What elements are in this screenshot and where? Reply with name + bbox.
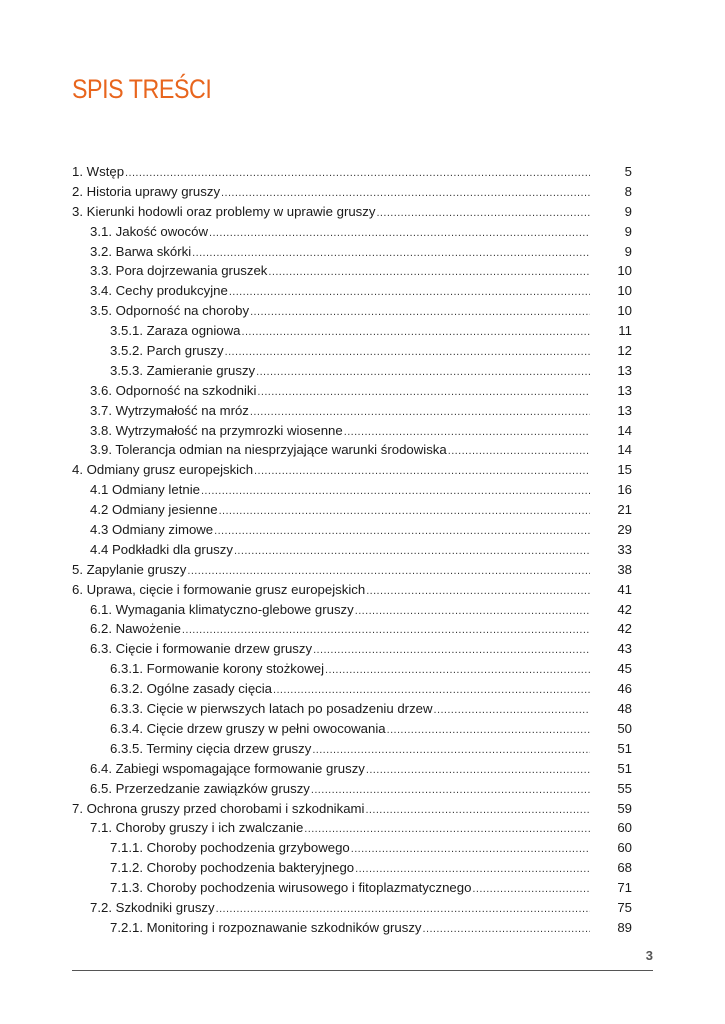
toc-entry-page: 9 [624,243,632,259]
toc-entry[interactable] [72,858,632,878]
toc-entry-label: 7. Ochrona gruszy przed chorobami i szkodnikami [72,800,365,816]
toc-dot-leader [250,303,590,321]
toc-entry-label: 7.1.1. Choroby pochodzenia grzybowego [110,840,350,856]
toc-dot-leader [250,403,590,421]
toc-entry-label: 6.2. Nawożenie [90,621,181,637]
toc-entry-label: 1. Wstęp [72,164,125,179]
toc-dot-leader [216,900,590,918]
toc-entry-label: 4.3 Odmiany zimowe [90,522,214,538]
toc-entry-label: 6.3.4. Cięcie drzew gruszy w pełni owocowania [110,720,386,736]
toc-entry-page: 48 [617,701,632,717]
toc-entry-page: 10 [617,263,632,279]
toc-dot-leader [273,681,590,699]
toc-entry-page: 10 [617,303,632,319]
toc-entry-label: 7.1.3. Choroby pochodzenia wirusowego i fitoplazmatycznego [110,880,472,896]
toc-entry-page: 41 [617,581,632,597]
toc-entry[interactable] [72,361,632,381]
toc-entry-page: 46 [617,681,632,697]
toc-dot-leader [182,621,590,639]
toc-dot-leader [312,741,590,759]
toc-entry-label: 5. Zapylanie gruszy [72,561,187,577]
table-of-contents [72,162,632,938]
toc-entry-label: 6.3.5. Terminy cięcia drzew gruszy [110,740,312,756]
toc-entry-label: 3.7. Wytrzymałość na mróz [90,402,249,418]
toc-entry-label: 4.4 Podkładki dla gruszy [90,541,233,557]
toc-dot-leader [225,343,590,361]
toc-entry-label: 2. Historia uprawy gruszy [72,183,221,199]
toc-dot-leader [355,860,590,878]
toc-dot-leader [313,641,590,659]
toc-entry-page: 50 [617,720,632,736]
toc-dot-leader [325,661,590,679]
toc-dot-leader [268,263,590,281]
toc-dot-leader [366,582,590,600]
toc-entry[interactable] [72,600,632,620]
toc-entry-label: 3.3. Pora dojrzewania gruszek [90,263,268,279]
toc-entry-page: 13 [617,382,632,398]
toc-entry[interactable] [72,699,632,719]
toc-dot-leader [423,920,590,938]
toc-entry[interactable] [72,639,632,659]
toc-entry[interactable] [72,281,632,301]
toc-entry-page: 68 [617,860,632,876]
toc-dot-leader [257,383,590,401]
toc-entry-label: 3.1. Jakość owoców [90,223,209,239]
toc-entry-page: 9 [624,223,632,239]
toc-entry-page: 14 [617,442,632,458]
toc-entry[interactable] [72,878,632,898]
toc-entry[interactable] [72,440,632,460]
toc-entry-label: 3. Kierunki hodowli oraz problemy w uprawie gruszy [72,203,376,219]
toc-entry[interactable] [72,898,632,918]
toc-entry-label: 3.4. Cechy produkcyjne [90,283,228,299]
toc-entry-label: 4.2 Odmiany jesienne [90,502,218,518]
toc-entry-page: 38 [617,561,632,577]
toc-entry-label: 3.5.1. Zaraza ogniowa [110,323,241,339]
toc-dot-leader [304,820,590,838]
toc-dot-leader [234,542,590,560]
toc-entry-label: 6.3.3. Cięcie w pierwszych latach po posadzeniu drzew [110,701,433,717]
toc-entry-page: 45 [617,661,632,677]
toc-entry[interactable] [72,460,632,480]
toc-entry-page: 59 [617,800,632,816]
toc-entry-page: 51 [617,740,632,756]
toc-entry[interactable] [72,580,632,600]
toc-entry[interactable] [72,540,632,560]
toc-entry[interactable] [72,838,632,858]
toc-entry[interactable] [72,918,632,938]
toc-entry[interactable] [72,719,632,739]
toc-entry-page: 55 [617,780,632,796]
toc-entry-page: 60 [617,820,632,836]
toc-entry-label: 7.2. Szkodniki gruszy [90,899,215,915]
toc-entry[interactable] [72,500,632,520]
toc-entry-page: 42 [617,621,632,637]
toc-entry-page: 10 [617,283,632,299]
toc-entry[interactable] [72,202,632,222]
toc-entry[interactable] [72,560,632,580]
toc-entry[interactable] [72,401,632,421]
toc-dot-leader [214,522,590,540]
toc-entry[interactable] [72,779,632,799]
toc-entry-label: 6.3.1. Formowanie korony stożkowej [110,661,325,677]
toc-dot-leader [448,442,590,460]
toc-entry[interactable] [72,679,632,699]
toc-entry-page: 14 [617,422,632,438]
toc-entry-page: 5 [624,164,632,179]
toc-entry[interactable] [72,818,632,838]
toc-entry-page: 75 [617,899,632,915]
toc-entry-label: 3.5.2. Parch gruszy [110,343,224,359]
toc-entry-label: 6.5. Przerzedzanie zawiązków gruszy [90,780,310,796]
toc-entry-label: 7.2.1. Monitoring i rozpoznawanie szkodników gruszy [110,919,422,935]
footer-divider [72,970,653,971]
toc-entry[interactable] [72,421,632,441]
toc-entry-label: 6.1. Wymagania klimatyczno-glebowe gruszy [90,601,354,617]
toc-entry[interactable] [72,799,632,819]
toc-dot-leader [201,482,590,500]
toc-entry-label: 4.1 Odmiany letnie [90,482,200,498]
toc-entry-label: 6. Uprawa, cięcie i formowanie grusz europejskich [72,581,366,597]
toc-entry-page: 21 [617,502,632,518]
toc-entry[interactable] [72,242,632,262]
toc-entry-label: 3.5.3. Zamieranie gruszy [110,362,256,378]
toc-dot-leader [311,781,590,799]
toc-entry[interactable] [72,162,632,182]
toc-entry[interactable] [72,321,632,341]
toc-dot-leader [472,880,590,898]
toc-entry-label: 6.3.2. Ogólne zasady cięcia [110,681,273,697]
toc-entry-label: 7.1. Choroby gruszy i ich zwalczanie [90,820,304,836]
toc-entry-label: 7.1.2. Choroby pochodzenia bakteryjnego [110,860,355,876]
toc-entry-label: 6.3. Cięcie i formowanie drzew gruszy [90,641,313,657]
toc-dot-leader [355,602,590,620]
toc-entry[interactable] [72,341,632,361]
toc-entry[interactable] [72,739,632,759]
page-title: SPIS TREŚCI [72,74,212,104]
toc-entry[interactable] [72,301,632,321]
toc-entry-page: 33 [617,541,632,557]
toc-dot-leader [376,204,590,222]
toc-entry[interactable] [72,381,632,401]
toc-entry-page: 71 [617,880,632,896]
toc-entry-page: 15 [617,462,632,478]
toc-dot-leader [344,423,590,441]
toc-entry-page: 60 [617,840,632,856]
toc-entry[interactable] [72,619,632,639]
toc-dot-leader [125,164,590,182]
toc-entry-page: 16 [617,482,632,498]
toc-dot-leader [387,721,590,739]
toc-entry[interactable] [72,659,632,679]
toc-entry-label: 6.4. Zabiegi wspomagające formowanie gruszy [90,760,365,776]
toc-entry-page: 12 [617,343,632,359]
toc-entry-page: 89 [617,919,632,935]
toc-entry[interactable] [72,261,632,281]
page-number: 3 [645,948,653,963]
toc-dot-leader [434,701,590,719]
toc-dot-leader [221,184,590,202]
toc-dot-leader [209,224,590,242]
toc-entry-page: 13 [617,402,632,418]
toc-entry-page: 11 [618,323,632,339]
toc-entry[interactable] [72,182,632,202]
toc-entry[interactable] [72,222,632,242]
toc-entry-label: 3.9. Tolerancja odmian na niesprzyjające warunki środowiska [90,442,447,458]
toc-entry-page: 13 [617,362,632,378]
toc-dot-leader [229,283,590,301]
toc-dot-leader [187,562,590,580]
toc-entry-page: 42 [617,601,632,617]
toc-entry-label: 3.6. Odporność na szkodniki [90,382,257,398]
toc-entry-label: 3.5. Odporność na choroby [90,303,250,319]
toc-dot-leader [365,801,590,819]
toc-entry-page: 8 [624,183,632,199]
toc-entry[interactable] [72,520,632,540]
toc-entry[interactable] [72,759,632,779]
toc-dot-leader [242,323,591,341]
toc-entry-page: 29 [617,522,632,538]
toc-entry-label: 3.8. Wytrzymałość na przymrozki wiosenne [90,422,343,438]
toc-dot-leader [351,840,590,858]
toc-entry-page: 43 [617,641,632,657]
toc-dot-leader [219,502,590,520]
toc-entry[interactable] [72,480,632,500]
toc-entry-label: 4. Odmiany grusz europejskich [72,462,254,478]
toc-entry-page: 51 [617,760,632,776]
toc-dot-leader [192,244,590,262]
toc-dot-leader [366,761,590,779]
toc-entry-page: 9 [624,203,632,219]
toc-dot-leader [256,363,590,381]
toc-entry-label: 3.2. Barwa skórki [90,243,192,259]
toc-dot-leader [254,462,590,480]
